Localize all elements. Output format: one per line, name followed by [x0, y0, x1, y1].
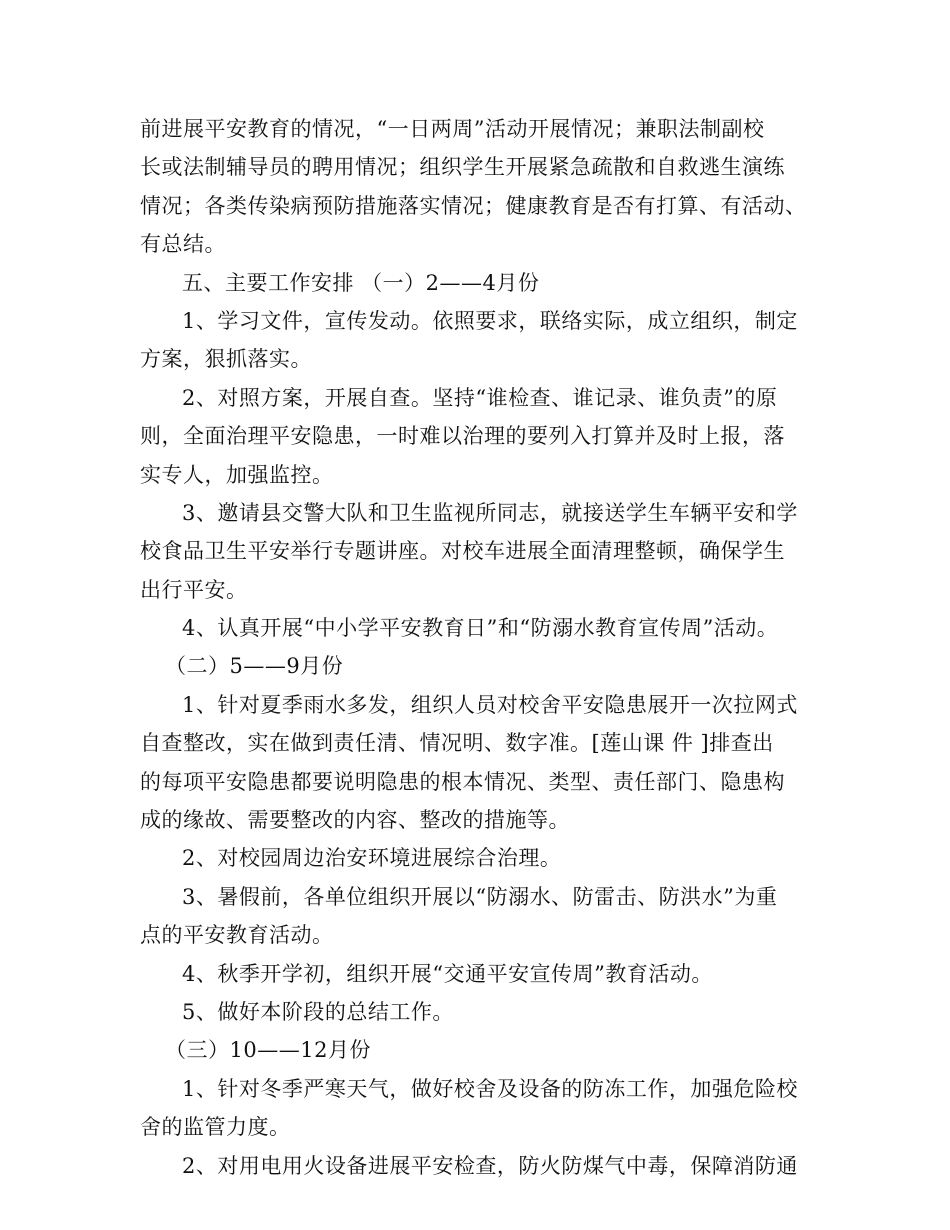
document-body	[140, 110, 820, 1185]
text-line: 有总结。	[140, 232, 226, 257]
text-line: 舍的监管力度。	[140, 1115, 291, 1140]
text-line: 5、做好本阶段的总结工作。	[182, 999, 454, 1024]
text-line: 4、认真开展“中小学平安教育日”和“防溺水教育宣传周”活动。	[182, 616, 779, 641]
text-line: 校食品卫生平安举行专题讲座。对校车进展全面清理整顿，确保学生	[140, 539, 785, 564]
subsection-heading: （三）10——12月份	[165, 1038, 371, 1063]
text-line: 情况；各类传染病预防措施落实情况；健康教育是否有打算、有活动、	[140, 193, 807, 218]
text-line: 2、对照方案，开展自查。坚持“谁检查、谁记录、谁负责”的原	[182, 385, 778, 410]
text-line: 2、对校园周边治安环境进展综合治理。	[182, 846, 562, 871]
text-line: 4、秋季开学初，组织开展“交通平安宣传周”教育活动。	[182, 961, 713, 986]
text-line: 2、对用电用火设备进展平安检查，防火防煤气中毒，保障消防通	[182, 1153, 798, 1178]
text-line: 实专人，加强监控。	[140, 462, 334, 487]
text-line: 自查整改，实在做到责任清、情况明、数字准。[莲山课 件 ]排查出	[140, 731, 774, 756]
text-line: 成的缘故、需要整改的内容、整改的措施等。	[140, 808, 570, 833]
text-line: 则，全面治理平安隐患，一时难以治理的要列入打算并及时上报，落	[140, 424, 785, 449]
subsection-heading: （二）5——9月份	[165, 654, 344, 679]
text-line: 方案，狠抓落实。	[140, 347, 312, 372]
text-line: 3、暑假前，各单位组织开展以“防溺水、防雷击、防洪水”为重	[182, 884, 778, 909]
section-heading: 五、主要工作安排 （一）2——4月份	[182, 270, 540, 295]
text-line: 点的平安教育活动。	[140, 923, 334, 948]
text-line: 出行平安。	[140, 577, 248, 602]
text-line: 1、针对冬季严寒天气，做好校舍及设备的防冻工作，加强危险校	[182, 1076, 798, 1101]
text-line: 1、学习文件，宣传发动。依照要求，联络实际，成立组织，制定	[182, 308, 798, 333]
text-line: 1、针对夏季雨水多发，组织人员对校舍平安隐患展开一次拉网式	[182, 692, 798, 717]
text-line: 的每项平安隐患都要说明隐患的根本情况、类型、责任部门、隐患构	[140, 769, 785, 794]
text-line: 长或法制辅导员的聘用情况；组织学生开展紧急疏散和自救逃生演练	[140, 155, 785, 180]
text-line: 3、邀请县交警大队和卫生监视所同志，就接送学生车辆平安和学	[182, 500, 798, 525]
text-line: 前进展平安教育的情况，“一日两周”活动开展情况；兼职法制副校	[140, 117, 765, 141]
